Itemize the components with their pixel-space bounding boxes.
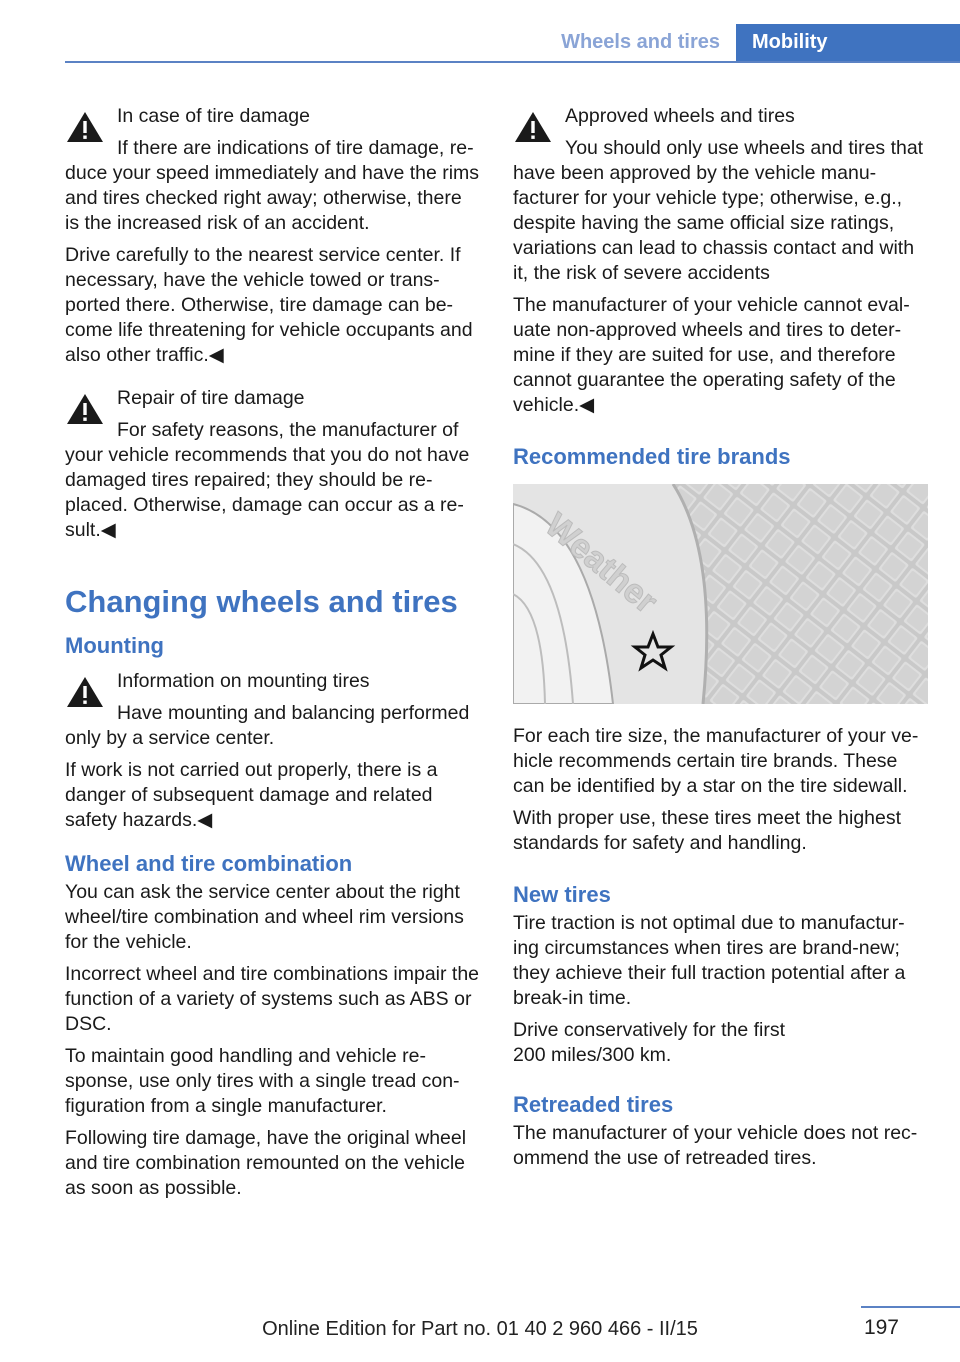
section-heading-changing-wheels: Changing wheels and tires [65, 584, 458, 619]
footer-edition-text: Online Edition for Part no. 01 40 2 960 466 - II/15 [262, 1318, 698, 1340]
warning-extra: Drive carefully to the nearest service center. If necessary, have the vehicle towed or trans‐ported there. Otherwise, tire damage can be‐come life threatening for vehicle occupants and also other traffic.◀ [65, 244, 473, 366]
subheading-retreaded-tires: Retreaded tires [513, 1092, 674, 1117]
subheading-new-tires: New tires [513, 882, 611, 907]
paragraph: The manufacturer of your vehicle does not rec‐ommend the use of retreaded tires. [513, 1122, 918, 1169]
warning-extra: The manufacturer of your vehicle cannot eval‐uate non-approved wheels and tires to deter‐mine if they are suited for use, and therefore cannot guarantee the operating safety of the vehicle.◀ [513, 294, 910, 416]
right-column [513, 102, 928, 1178]
paragraph: Incorrect wheel and tire combinations impair the function of a variety of systems such as ABS or DSC. [65, 963, 480, 1035]
subheading-recommended-tire-brands: Recommended tire brands [513, 444, 791, 469]
warning-triangle-icon [65, 392, 105, 426]
header-section-title: Wheels and tires [561, 31, 720, 53]
paragraph-line: Drive conservatively for the first [513, 1019, 786, 1041]
warning-triangle-icon [513, 110, 553, 144]
tire-sidewall-image [513, 484, 928, 704]
warning-extra: If work is not carried out properly, there is a danger of subsequent damage and related safety hazards.◀ [65, 759, 438, 831]
warning-title: In case of tire damage [117, 105, 310, 127]
warning-tire-damage [65, 104, 480, 368]
warning-mounting-tires [65, 669, 480, 833]
header-rule [65, 61, 960, 63]
warning-triangle-icon [65, 675, 105, 709]
warning-approved-wheels [513, 104, 928, 418]
warning-title: Information on mounting tires [117, 670, 370, 692]
page-number: 197 [863, 1316, 899, 1339]
paragraph [513, 1018, 928, 1068]
subheading-wheel-tire-combination: Wheel and tire combination [65, 851, 353, 876]
paragraph: With proper use, these tires meet the highest standards for safety and handling. [513, 807, 902, 854]
paragraph: For each tire size, the manufacturer of your ve‐hicle recommends certain tire brands. These can be identified by a star on the tire sidewall. [513, 725, 919, 797]
paragraph: To maintain good handling and vehicle re‐sponse, use only tires with a single tread con‐figuration from a single manufacturer. [65, 1045, 460, 1117]
tire-sidewall-lettering: Weather [537, 506, 665, 621]
footer-rule [861, 1306, 960, 1308]
warning-title: Approved wheels and tires [565, 105, 795, 127]
warning-body: If there are indications of tire damage, re‐duce your speed immediately and have the rims and tires checked right away; otherwise, there is the increased risk of an accident. [65, 137, 480, 234]
warning-triangle-icon [65, 110, 105, 144]
header-chapter-tab: Mobility [736, 24, 960, 63]
subheading-mounting: Mounting [65, 633, 164, 658]
warning-body: Have mounting and balancing performed only by a service center. [65, 702, 470, 749]
warning-body: For safety reasons, the manufacturer of your vehicle recommends that you do not have damaged tires repaired; they should be re‐placed. Otherwise, damage can occur as a re‐sult.◀ [65, 419, 470, 541]
warning-body: You should only use wheels and tires that have been approved by the vehicle manu‐facturer for your vehicle type; otherwise, e.g., despite having the same official size ratings, variations can lead to chassis contact and with it, the risk of severe accidents [513, 137, 924, 284]
paragraph: You can ask the service center about the right wheel/tire combination and wheel rim versions for the vehicle. [65, 881, 464, 953]
paragraph: Tire traction is not optimal due to manufactur‐ing circumstances when tires are brand-new; they achieve their full traction potential after a break-in time. [513, 912, 906, 1009]
left-column [65, 102, 480, 1208]
paragraph: Following tire damage, have the original wheel and tire combination remounted on the vehicle as soon as possible. [65, 1127, 467, 1199]
paragraph-line: 200 miles/300 km. [513, 1044, 672, 1066]
warning-title: Repair of tire damage [117, 387, 305, 409]
warning-repair-tire-damage [65, 386, 480, 543]
